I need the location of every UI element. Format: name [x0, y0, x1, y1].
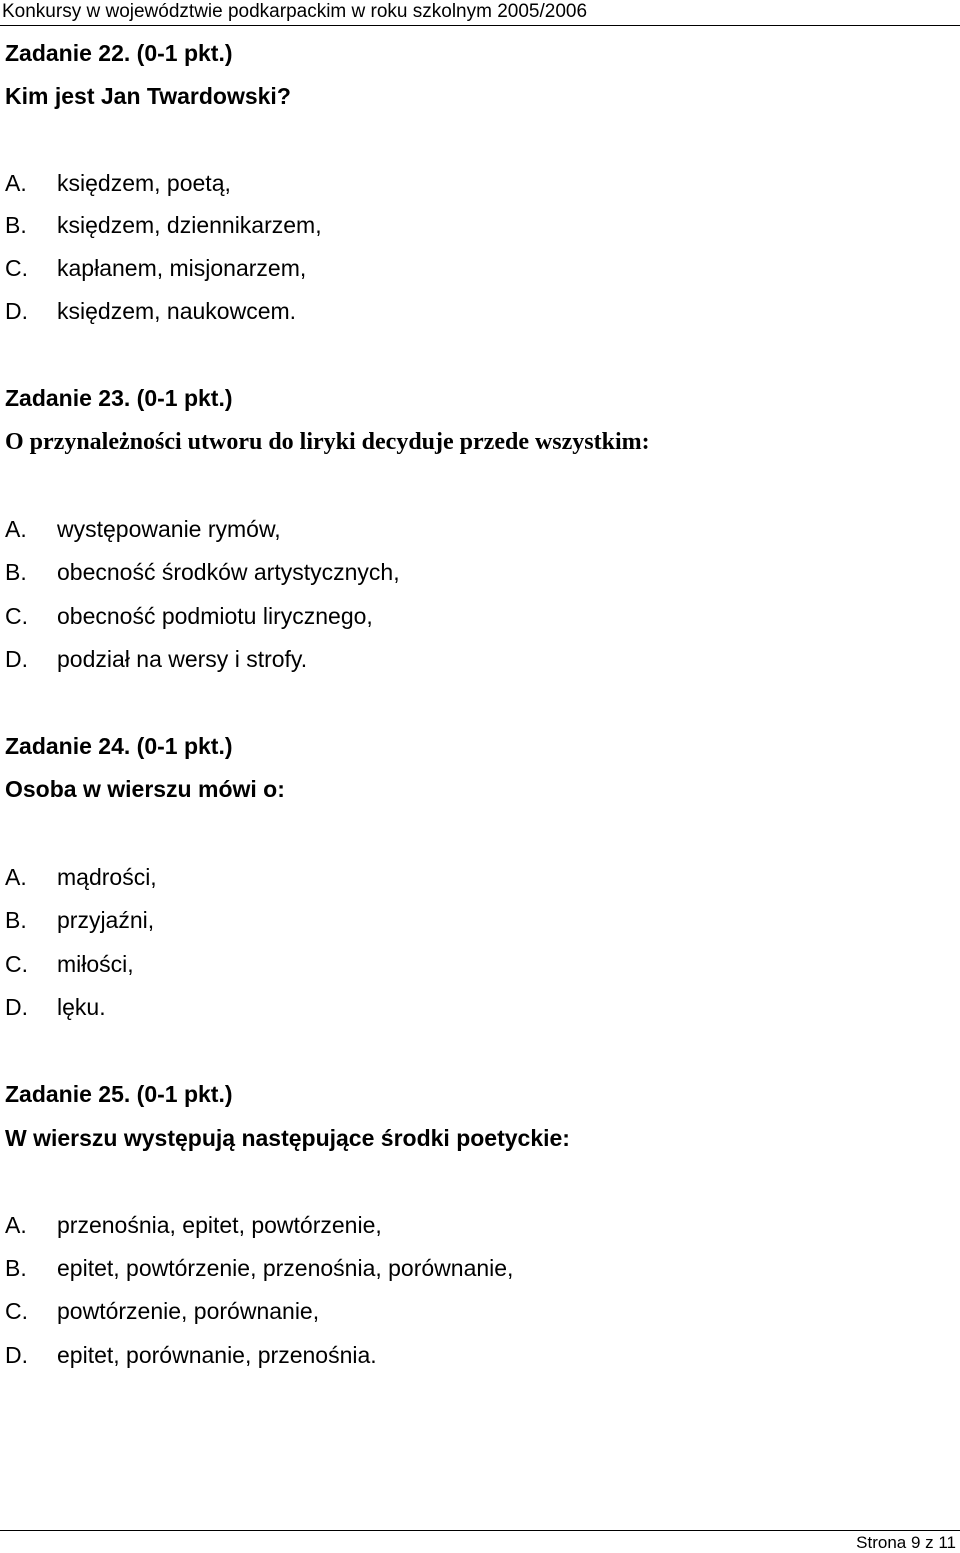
page-header [0, 0, 960, 26]
option-text: obecność środków artystycznych, [57, 559, 400, 585]
task-23-option-a [5, 515, 281, 543]
option-text: przenośnia, epitet, powtórzenie, [57, 1212, 382, 1238]
option-letter: C. [5, 603, 28, 629]
option-letter: D. [5, 1342, 28, 1368]
option-text: epitet, powtórzenie, przenośnia, porównanie, [57, 1255, 514, 1281]
option-letter: D. [5, 646, 28, 672]
task-23-option-b [5, 558, 400, 586]
task-22-title: Zadanie 22. (0-1 pkt.) [5, 40, 233, 66]
option-letter: C. [5, 951, 28, 977]
option-letter: A. [5, 516, 27, 542]
task-22-question: Kim jest Jan Twardowski? [5, 83, 291, 109]
option-text: występowanie rymów, [57, 516, 281, 542]
option-text: przyjaźni, [57, 907, 155, 933]
task-22-option-c [5, 254, 306, 282]
option-text: księdzem, poetą, [57, 170, 231, 196]
task-23-title: Zadanie 23. (0-1 pkt.) [5, 385, 233, 411]
task-25-question: W wierszu występują następujące środki poetyckie: [5, 1125, 570, 1151]
option-letter: B. [5, 907, 27, 933]
option-letter: D. [5, 298, 28, 324]
task-24-option-c [5, 950, 134, 978]
task-22-option-b [5, 211, 322, 239]
header-title: Konkursy w województwie podkarpackim w roku szkolnym 2005/2006 [2, 1, 588, 22]
footer-divider [0, 1530, 960, 1531]
option-text: obecność podmiotu lirycznego, [57, 603, 373, 629]
option-letter: D. [5, 994, 28, 1020]
task-25-option-a [5, 1211, 382, 1239]
task-24-option-d [5, 993, 106, 1021]
option-letter: C. [5, 255, 28, 281]
task-22-option-d [5, 297, 296, 325]
option-letter: A. [5, 1212, 27, 1238]
task-25-option-d [5, 1341, 377, 1369]
task-24-option-b [5, 906, 154, 934]
option-text: księdzem, dziennikarzem, [57, 212, 322, 238]
task-24-title: Zadanie 24. (0-1 pkt.) [5, 733, 233, 759]
option-letter: B. [5, 212, 27, 238]
task-22-option-a [5, 169, 231, 197]
task-24-option-a [5, 863, 157, 891]
option-letter: B. [5, 1255, 27, 1281]
task-23-option-d [5, 645, 307, 673]
option-text: epitet, porównanie, przenośnia. [57, 1342, 377, 1368]
option-text: podział na wersy i strofy. [57, 646, 308, 672]
option-text: księdzem, naukowcem. [57, 298, 297, 324]
option-text: mądrości, [57, 864, 157, 890]
option-letter: B. [5, 559, 27, 585]
option-text: kapłanem, misjonarzem, [57, 255, 307, 281]
task-25-option-b [5, 1254, 513, 1282]
task-24-question: Osoba w wierszu mówi o: [5, 776, 285, 802]
option-letter: C. [5, 1298, 28, 1324]
option-letter: A. [5, 864, 27, 890]
option-text: powtórzenie, porównanie, [57, 1298, 320, 1324]
task-23-option-c [5, 602, 373, 630]
page-number: Strona 9 z 11 [856, 1533, 956, 1552]
option-letter: A. [5, 170, 27, 196]
option-text: miłości, [57, 951, 134, 977]
task-25-title: Zadanie 25. (0-1 pkt.) [5, 1081, 233, 1107]
task-23-question: O przynależności utworu do liryki decyduje przede wszystkim: [5, 429, 650, 455]
option-text: lęku. [57, 994, 106, 1020]
task-25-option-c [5, 1297, 319, 1325]
